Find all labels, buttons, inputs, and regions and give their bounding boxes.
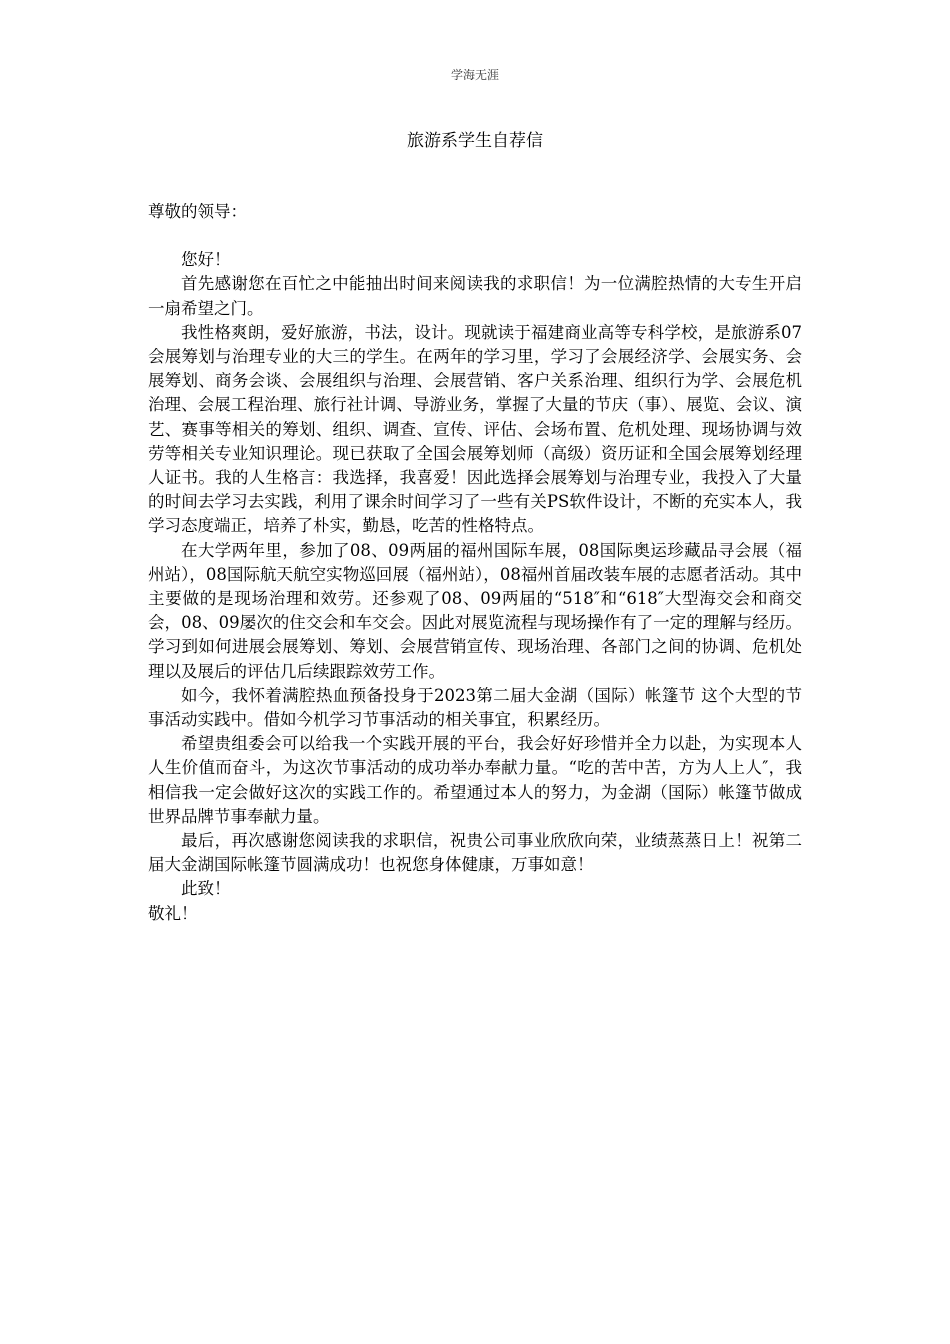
running-header: 学海无涯 — [450, 68, 499, 82]
letter-paragraph: 首先感谢您在百忙之中能抽出时间来阅读我的求职信！为一位满腔热情的大专生开启一扇希望之门。 — [148, 274, 802, 318]
letter-greeting: 您好！ — [181, 250, 231, 270]
letter-salutation: 尊敬的领导： — [148, 202, 247, 221]
letter-paragraph: 在大学两年里，参加了08、09两届的福州国际车展，08国际奥运珍藏品寻会展（福州站），08国际航天航空实物巡回展（福州站），08福州首届改装车展的志愿者活动。其中主要做的是现场治理和效劳。还参观了08、09两届的“518″和“618″大型海交会和商交会，08、09屡次的住交会和车交会。因此对展览流程与现场操作有了一定的理解与经历。学习到如何进展会展筹划、筹划、会展营销宣传、现场治理、各部门之间的协调、危机处理以及展后的评估几后续跟踪效劳工作。 — [148, 540, 802, 681]
letter-closing: 此致！ — [181, 879, 231, 899]
letter-paragraph: 如今，我怀着满腔热血预备投身于2023第二届大金湖（国际）帐篷节 这个大型的节事活动实践中。借如今机学习节事活动的相关事宜，积累经历。 — [148, 685, 802, 730]
letter-paragraph: 我性格爽朗，爱好旅游，书法，设计。现就读于福建商业高等专科学校，是旅游系07会展筹划与治理专业的大三的学生。在两年的学习里，学习了会展经济学、会展实务、会展筹划、商务会谈、会展组织与治理、会展营销、客户关系治理、组织行为学、会展危机治理、会展工程治理、旅行社计调、导游业务，掌握了大量的节庆（事）、展览、会议、演艺、赛事等相关的筹划、组织、调查、宣传、评估、会场布置、危机处理、现场协调与效劳等相关专业知识理论。现已获取了全国会展筹划师（高级）资历证和全国会展筹划经理人证书。我的人生格言：我选择，我喜爱！因此选择会展筹划与治理专业，我投入了大量的时间去学习去实践，利用了课余时间学习了一些有关PS软件设计，不断的充实本人，我学习态度端正，培养了朴实，勤恳，吃苦的性格特点。 — [148, 322, 802, 536]
letter-regards: 敬礼！ — [148, 903, 198, 923]
letter-paragraph: 希望贵组委会可以给我一个实践开展的平台，我会好好珍惜并全力以赴，为实现本人人生价值而奋斗，为这次节事活动的成功举办奉献力量。“吃的苦中苦，方为人上人″，我相信我一定会做好这次的实践工作的。希望通过本人的努力，为金湖（国际）帐篷节做成世界品牌节事奉献力量。 — [148, 734, 802, 826]
letter-title: 旅游系学生自荐信 — [407, 131, 543, 151]
letter-body — [148, 200, 802, 926]
letter-paragraph: 最后，再次感谢您阅读我的求职信，祝贵公司事业欣欣向荣，业绩蒸蒸日上！祝第二届大金湖国际帐篷节圆满成功！也祝您身体健康，万事如意！ — [148, 831, 802, 875]
